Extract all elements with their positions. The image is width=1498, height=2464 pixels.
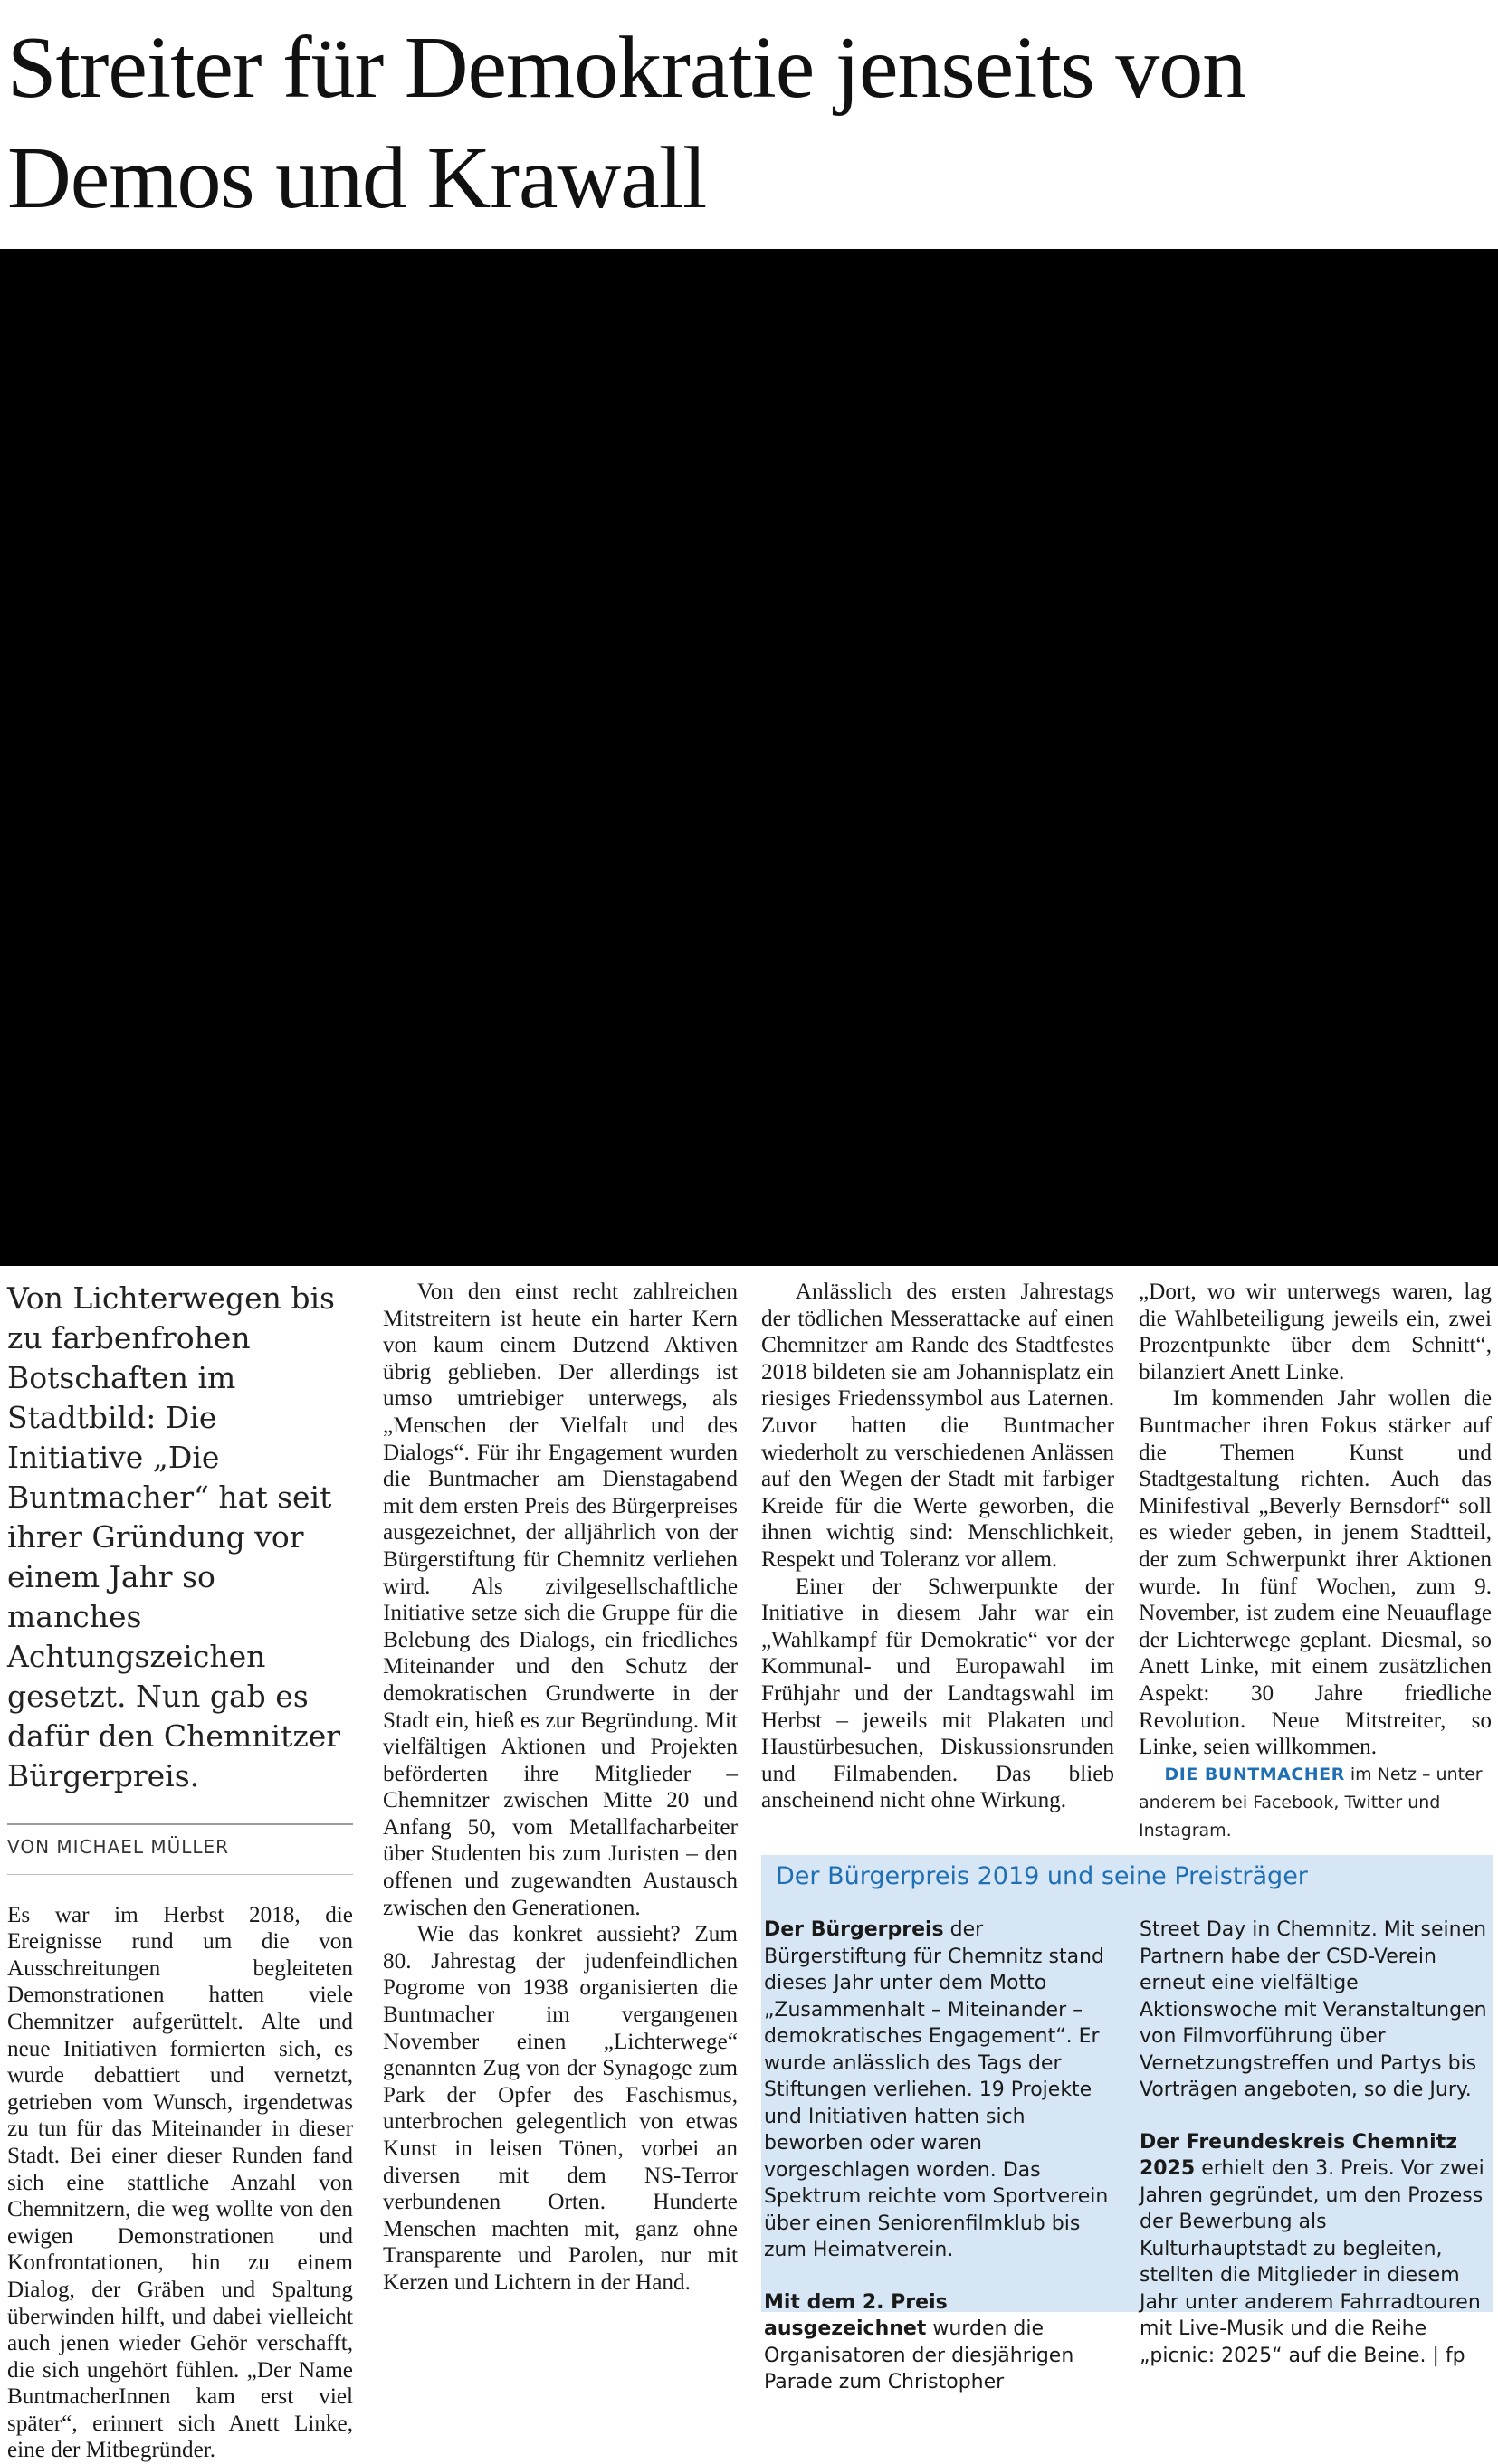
- article-photo: [0, 249, 1498, 1266]
- info-box-title: Der Bürgerpreis 2019 und seine Preisträger: [776, 1862, 1308, 1890]
- divider: [7, 1823, 353, 1825]
- body-paragraph: Wie das konkret aussieht? Zum 80. Jahrestag der judenfeindlichen Pogrome von 1938 organisierten die Buntmacher im vergangenen November einen „Lichterwege“ genannten Zug von der Synagoge zum Park der Opfer des Faschismus, unterbrochen gelegentlich von etwas Kunst in leisen Tönen, vorbei an diversen mit dem NS-Terror verbundenen Orten. Hunderte Menschen machten mit, ganz ohne Transparente und Parolen, nur mit Kerzen und Lichtern in der Hand.: [383, 1922, 738, 2295]
- info-lead: Der Bürgerpreis: [764, 1918, 944, 1941]
- headline: Streiter für Demokratie jenseits von Demos und Krawall: [7, 19, 1246, 227]
- info-text: erhielt den 3. Preis. Vor zwei Jahren gegründet, um den Prozess der Bewerbung als Kulturhauptstadt zu begleiten, stellten die Mitglieder in diesem Jahr unter anderem Fahrradtouren mit Live-Musik und die Reihe „picnic: 2025“ auf die Beine. | fp: [1140, 2157, 1484, 2367]
- body-paragraph: Anlässlich des ersten Jahrestags der tödlichen Messerattacke auf einen Chemnitzer am Rande des Stadtfestes 2018 bildeten sie am Johannisplatz ein riesiges Friedenssymbol aus Laternen. Zuvor hatten die Buntmacher wiederholt zu verschiedenen Anlässen auf den Wegen der Stadt mit farbiger Kreide für die Werte geworben, die ihnen wichtig sind: Menschlichkeit, Respekt und Toleranz vor allem.: [761, 1280, 1114, 1572]
- body-paragraph: „Dort, wo wir unterwegs waren, lag die Wahlbeteiligung jeweils ein, zwei Prozentpunkte über dem Schnitt“, bilanziert Anett Linke.: [1139, 1280, 1492, 1384]
- column-4: [1139, 1279, 1492, 1845]
- info-paragraph: [1140, 1917, 1488, 2104]
- web-note: [1139, 1761, 1492, 1845]
- column-3: [761, 1279, 1114, 1814]
- web-note-text: im Netz – unter anderem bei Facebook, Twitter und Instagram.: [1139, 1764, 1483, 1841]
- body-paragraph: Einer der Schwerpunkte der Initiative in diesem Jahr war ein „Wahlkampf für Demokratie“ vor der Kommunal- und Europawahl im Frühjahr und der Landtagswahl im Herbst – jeweils mit Plakaten und Haustürbesuchen, Diskussionsrunden und Filmabenden. Das blieb anscheinend nicht ohne Wirkung.: [761, 1574, 1114, 1813]
- body-paragraph: Von den einst recht zahlreichen Mitstreitern ist heute ein harter Kern von kaum einem Dutzend Aktiven übrig geblieben. Der allerdings ist umso umtriebiger unterwegs, als „Menschen der Vielfalt und des Dialogs“. Für ihr Engagement wurden die Buntmacher am Dienstagabend mit dem ersten Preis des Bürgerpreises ausgezeichnet, der alljährlich von der Bürgerstiftung für Chemnitz verliehen wird. Als zivilgesellschaftliche Initiative setze sich die Gruppe für die Belebung des Dialogs, ein friedliches Miteinander und den Schutz der demokratischen Grundwerte in der Stadt ein, hieß es zur Begründung. Mit vielfältigen Aktionen und Projekten beförderten ihre Mitglieder – Chemnitzer zwischen Mitte 20 und Anfang 50, vom Metallfacharbeiter über Studenten bis zum Juristen – den offenen und zugewandten Austausch zwischen den Generationen.: [383, 1280, 738, 1920]
- web-note-label: DIE BUNTMACHER: [1164, 1764, 1345, 1784]
- info-text: der Bürgerstiftung für Chemnitz stand dieses Jahr unter dem Motto „Zusammenhalt – Miteinander – demokratisches Engagement“. Er wurde anlässlich des Tags der Stiftungen verliehen. 19 Projekte und Initiativen hatten sich beworben oder waren vorgeschlagen worden. Das Spektrum reichte vom Sportverein über einen Seniorenfilmklub bis zum Heimatverein.: [764, 1918, 1109, 2261]
- column-2: [383, 1279, 738, 2297]
- info-box-column-2: [1140, 1917, 1488, 2394]
- info-paragraph: [764, 2289, 1112, 2396]
- info-box: [761, 1855, 1493, 2393]
- info-text: wurden die Organisatoren der diesjährigen Parade zum Christopher: [764, 2317, 1074, 2393]
- info-lead: Der Freundeskreis Chemnitz 2025: [1140, 2130, 1458, 2180]
- info-box-column-1: [764, 1917, 1112, 2421]
- body-paragraph: Es war im Herbst 2018, die Ereignisse rund um die von Ausschreitungen begleiteten Demonstrationen hatten viele Chemnitzer aufgerüttelt. Alte und neue Initiativen formierten sich, es wurde debattiert und vernetzt, getrieben vom Wunsch, irgendetwas zu tun für das Miteinander in dieser Stadt. Bei einer dieser Runden fand sich eine stattliche Anzahl von Chemnitzern, die weg wollte von den ewigen Demonstrationen und Konfrontationen, hin zu einem Dialog, der Gräben und Spaltung überwinden hilft, und dabei vielleicht auch jenen wieder Gehör verschafft, die sich ungehört fühlen. „Der Name BuntmacherInnen kam erst viel später“, erinnert sich Anett Linke, eine der Mitbegründer.: [7, 1902, 353, 2463]
- teaser: Von Lichterwegen bis zu farbenfrohen Botschaften im Stadtbild: Die Initiative „Die Buntmacher“ hat seit ihrer Gründung vor einem Jahr so manches Achtungszeichen gesetzt. Nun gab es dafür den Chemnitzer Bürgerpreis.: [7, 1280, 341, 1793]
- byline: VON MICHAEL MÜLLER: [7, 1834, 353, 1875]
- info-lead: Mit dem 2. Preis ausgezeichnet: [764, 2290, 948, 2340]
- body-paragraph: Im kommenden Jahr wollen die Buntmacher ihren Fokus stärker auf die Themen Kunst und Stadtgestaltung richten. Auch das Minifestival „Beverly Bernsdorf“ soll es wieder geben, in jenem Stadtteil, der zum Schwerpunkt ihrer Aktionen wurde. In fünf Wochen, zum 9. November, ist zudem eine Neuauflage der Lichterwege geplant. Diesmal, so Anett Linke, mit einem zusätzlichen Aspekt: 30 Jahre friedliche Revolution. Neue Mitstreiter, so Linke, seien willkommen.: [1139, 1386, 1492, 1760]
- column-1: [7, 1279, 353, 2464]
- info-text: Street Day in Chemnitz. Mit seinen Partnern habe der CSD-Verein erneut eine vielfältige Aktionswoche mit Veranstaltungen von Filmvorführung über Vernetzungstreffen und Partys bis Vorträgen angeboten, so die Jury.: [1140, 1918, 1487, 2101]
- info-paragraph: [1140, 2129, 1488, 2370]
- info-paragraph: [764, 1917, 1112, 2264]
